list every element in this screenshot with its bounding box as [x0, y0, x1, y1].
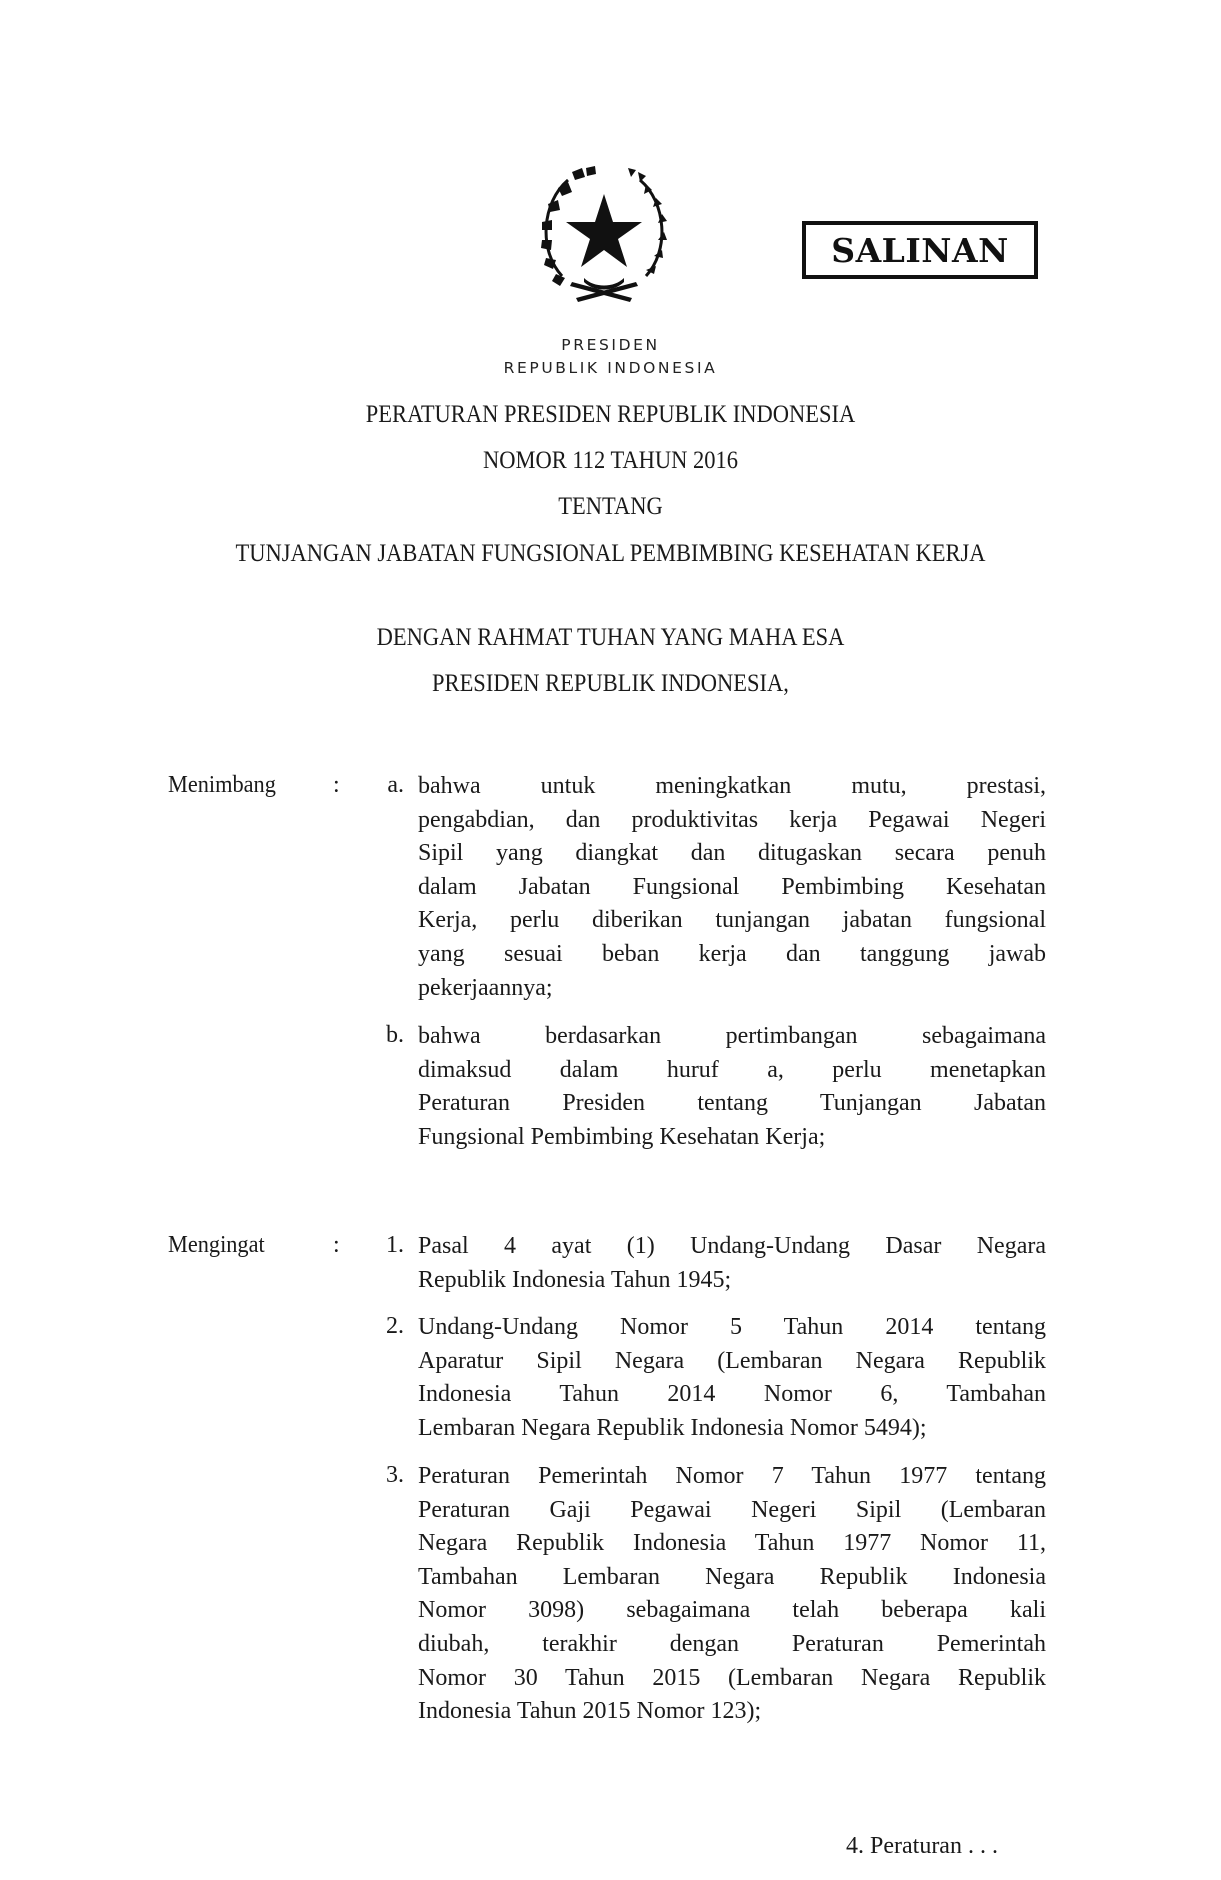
text-line: Tambahan Lembaran Negara Republik Indonesia — [418, 1563, 1046, 1590]
preamble-presiden: PRESIDEN REPUBLIK INDONESIA, — [432, 670, 789, 697]
text-line: Negara Republik Indonesia Tahun 1977 Nomor 11, — [418, 1530, 1046, 1557]
menimbang-item-a — [418, 770, 1046, 1005]
text-line: bahwa untuk meningkatkan mutu, prestasi, — [418, 773, 1046, 799]
text-line: bahwa berdasarkan pertimbangan sebagaimana — [418, 1023, 1046, 1049]
mengingat-colon: : — [333, 1232, 340, 1258]
text-line: Peraturan Presiden tentang Tunjangan Jabatan — [418, 1090, 1046, 1117]
menimbang-marker-b: b. — [386, 1022, 404, 1048]
letterhead-presiden: PRESIDEN — [561, 336, 660, 354]
mengingat-item-1 — [418, 1230, 1046, 1297]
text-line: Indonesia Tahun 2014 Nomor 6, Tambahan — [418, 1381, 1046, 1408]
page-continuation: 4. Peraturan . . . — [846, 1833, 998, 1859]
text-line: Pasal 4 ayat (1) Undang-Undang Dasar Negara — [418, 1233, 1046, 1259]
text-line: Peraturan Pemerintah Nomor 7 Tahun 1977 tentang — [418, 1463, 1046, 1489]
text-line: Indonesia Tahun 2015 Nomor 123); — [418, 1698, 762, 1725]
garuda-star-emblem-icon — [528, 158, 680, 310]
mengingat-marker-3: 3. — [386, 1462, 404, 1488]
mengingat-label: Mengingat — [168, 1232, 265, 1258]
mengingat-marker-1: 1. — [386, 1232, 404, 1258]
salinan-stamp — [802, 221, 1038, 279]
text-line: Kerja, perlu diberikan tunjangan jabatan fungsional — [418, 907, 1046, 934]
text-line: Aparatur Sipil Negara (Lembaran Negara Republik — [418, 1347, 1046, 1374]
salinan-label: SALINAN — [831, 230, 1009, 270]
text-line: diubah, terakhir dengan Peraturan Pemerintah — [418, 1630, 1046, 1657]
text-line: Nomor 30 Tahun 2015 (Lembaran Negara Republik — [418, 1664, 1046, 1691]
mengingat-marker-2: 2. — [386, 1313, 404, 1339]
menimbang-colon: : — [333, 772, 340, 798]
text-line: yang sesuai beban kerja dan tanggung jawab — [418, 940, 1046, 967]
text-line: Republik Indonesia Tahun 1945; — [418, 1266, 732, 1293]
text-line: Fungsional Pembimbing Kesehatan Kerja; — [418, 1123, 826, 1150]
text-line: dimaksud dalam huruf a, perlu menetapkan — [418, 1056, 1046, 1083]
menimbang-label: Menimbang — [168, 772, 276, 798]
text-line: Undang-Undang Nomor 5 Tahun 2014 tentang — [418, 1314, 1046, 1340]
text-line: Lembaran Negara Republik Indonesia Nomor 5494); — [418, 1414, 927, 1441]
text-line: pekerjaannya; — [418, 974, 553, 1001]
menimbang-item-b — [418, 1020, 1046, 1154]
letterhead-republik: REPUBLIK INDONESIA — [503, 359, 718, 377]
text-line: Nomor 3098) sebagaimana telah beberapa kali — [418, 1597, 1046, 1624]
regulation-tentang: TENTANG — [558, 493, 663, 520]
regulation-number: NOMOR 112 TAHUN 2016 — [482, 447, 739, 474]
menimbang-marker-a: a. — [387, 772, 404, 798]
regulation-subject: TUNJANGAN JABATAN FUNGSIONAL PEMBIMBING KESEHATAN KERJA — [235, 540, 986, 567]
mengingat-item-2 — [418, 1311, 1046, 1445]
text-line: Sipil yang diangkat dan ditugaskan secara penuh — [418, 840, 1046, 867]
preamble-rahmat: DENGAN RAHMAT TUHAN YANG MAHA ESA — [376, 624, 845, 651]
text-line: pengabdian, dan produktivitas kerja Pegawai Negeri — [418, 806, 1046, 833]
text-line: Peraturan Gaji Pegawai Negeri Sipil (Lembaran — [418, 1496, 1046, 1523]
mengingat-item-3 — [418, 1460, 1046, 1729]
regulation-title: PERATURAN PRESIDEN REPUBLIK INDONESIA — [365, 401, 856, 428]
text-line: dalam Jabatan Fungsional Pembimbing Kesehatan — [418, 873, 1046, 900]
